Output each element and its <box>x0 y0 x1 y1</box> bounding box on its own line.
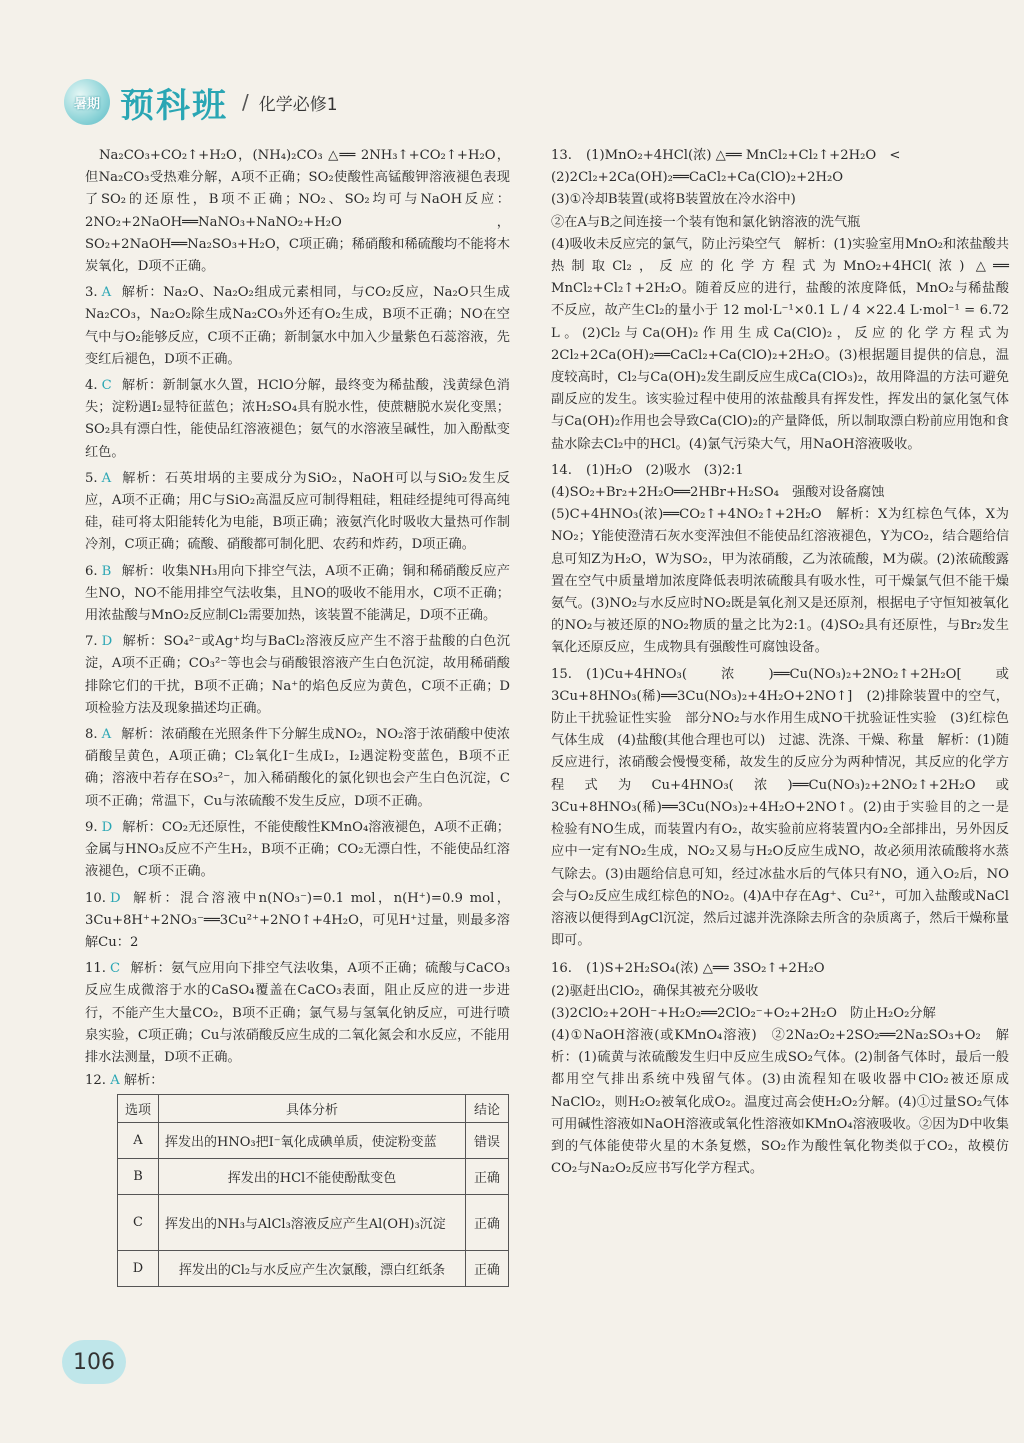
answer-item <box>551 664 1009 953</box>
answer-item <box>85 817 510 884</box>
item-answer: A <box>101 285 112 301</box>
item-text: 解析：CO₂无还原性，不能使酸性KMnO₄溶液褪色，A项不正确；金属与HNO₃反应不产生H₂，B项不正确；CO₂无漂白性，不能使品红溶液褪色，C项不正确。 <box>85 819 510 880</box>
table-header-cell: 具体分析 <box>159 1095 466 1123</box>
table-row <box>118 1123 509 1159</box>
item-text: 解析： <box>123 1073 164 1088</box>
item-text: 解析：新制氯水久置，HClO分解，最终变为稀盐酸，浅黄绿色消失；淀粉遇I₂显特征蓝色；浓H₂SO₄具有脱水性，使蔗糖脱水炭化变黑；SO₂具有漂白性，能使品红溶液褪色；氨气的水溶液呈碱性，加入酚酞变红色。 <box>85 378 510 460</box>
table-header-cell: 结论 <box>466 1095 509 1123</box>
item-number: 10. <box>85 890 106 906</box>
answer-item-12 <box>85 1069 163 1088</box>
table-row <box>118 1159 509 1195</box>
answer-item <box>551 958 1009 1180</box>
item-answer: A <box>101 470 112 486</box>
table-cell: 挥发出的Cl₂与水反应产生次氯酸，漂白红纸条 <box>159 1251 466 1287</box>
item-text: 解析：Na₂O、Na₂O₂组成元素相同，与CO₂反应，Na₂O只生成Na₂CO₃，Na₂O₂除生成Na₂CO₃外还有O₂生成，B项不正确；NO在空气中与O₂能够反应，C项不正确；新制氯水中加入少量紫色石蕊溶液，先变红后褪色，D项不正确。 <box>85 285 510 367</box>
answer-item <box>85 631 510 720</box>
item-text: 解析：浓硝酸在光照条件下分解生成NO₂，NO₂溶于浓硝酸中使浓硝酸呈黄色，A项正确；Cl₂氧化I⁻生成I₂，I₂遇淀粉变蓝色，B项不正确；溶液中若存在SO₃²⁻，加入稀硝酸化的氯化钡也会产生白色沉淀，C项不正确；常温下，Cu与浓硫酸不发生反应，D项不正确。 <box>85 727 510 809</box>
answer-item <box>551 460 1009 660</box>
item-answer: D <box>101 819 113 835</box>
analysis-table <box>117 1094 509 1287</box>
item-text: Na₂CO₃+CO₂↑+H₂O，(NH₄)₂CO₃ △══ 2NH₃↑+CO₂↑+H₂O，但Na₂CO₃受热难分解，A项不正确；SO₂使酸性高锰酸钾溶液褪色表现了SO₂的还原性，B项不正确；NO₂、SO₂均可与NaOH反应：2NO₂+2NaOH══NaNO₃+NaNO₂+H₂O，SO₂+2NaOH══Na₂SO₃+H₂O，C项正确；稀硝酸和稀硫酸均不能将木炭氧化，D项不正确。 <box>85 148 510 275</box>
item-answer: A <box>101 727 112 743</box>
answer-item <box>85 145 510 278</box>
header-separator: / <box>242 90 249 114</box>
table-cell: D <box>118 1251 159 1287</box>
table-row <box>118 1195 509 1251</box>
table-header-row <box>118 1095 509 1123</box>
item-text: (1)S+2H₂SO₄(浓) △══ 3SO₂↑+2H₂O (2)驱赶出ClO₂，确保其被充分吸收 (3)2ClO₂+2OH⁻+H₂O₂══2ClO₂⁻+O₂+2H₂O 防止H₂O₂分解 (4)①NaOH溶液(或KMnO₄溶液) ②2Na₂O₂+2SO₂══2Na₂SO₃+O₂ 解析：(1)硫黄与浓硫酸发生归中反应生成SO₂气体。(2)制备气体时，最后一般都用空气排出系统中残留气体。(3)由流程知在吸收器中ClO₂被还原成NaClO₂，则H₂O₂被氧化成O₂。温度过高会使H₂O₂分解。(4)①过量SO₂气体可用碱性溶液如NaOH溶液或氧化性溶液如KMnO₄溶液吸收。②因为D中收集到的气体能使带火星的木条复燃，SO₂作为酸性氧化物类似于CO₂，故模仿CO₂与Na₂O₂反应书写化学方程式。 <box>551 961 1009 1177</box>
table-header-cell: 选项 <box>118 1095 159 1123</box>
item-number: 13. <box>551 148 572 163</box>
table-row <box>118 1251 509 1287</box>
item-text: 解析：氨气应用向下排空气法收集，A项不正确；硫酸与CaCO₃反应生成微溶于水的CaSO₄覆盖在CaCO₃表面，阻止反应的进一步进行，不能产生大量CO₂，B项不正确；氯气易与氢氧化钠反应，可进行喷泉实验，C项正确；Cu与浓硝酸反应生成的二氧化氮会和水反应，不能用排水法测量，D项不正确。 <box>85 961 510 1065</box>
item-number: 14. <box>551 462 572 478</box>
item-number: 6. <box>85 563 98 579</box>
item-number: 4. <box>85 378 98 394</box>
item-answer: C <box>101 378 112 394</box>
item-text: 解析：收集NH₃用向下排空气法，A项不正确；铜和稀硝酸反应产生NO，NO不能用排空气法收集，且NO的吸收不能用水，C项不正确；用浓盐酸与MnO₂反应制Cl₂需要加热，该装置不能满足，D项不正确。 <box>85 563 510 624</box>
table-cell: 正确 <box>466 1159 509 1195</box>
item-answer: D <box>101 634 113 650</box>
answer-item <box>85 724 510 813</box>
table-cell: C <box>118 1195 159 1251</box>
item-number: 15. <box>551 666 572 682</box>
answer-item <box>551 145 1009 456</box>
item-text: (1)H₂O (2)吸水 (3)2:1 (4)SO₂+Br₂+2H₂O══2HBr+H₂SO₄ 强酸对设备腐蚀 (5)C+4HNO₃(浓)══CO₂↑+4NO₂↑+2H₂O 解析：X为红棕色气体，X为NO₂；Y能使澄清石灰水变浑浊但不能使品红溶液褪色，Y为CO₂，结合题给信息可知Z为H₂O，W为SO₂，甲为浓硝酸，乙为浓硫酸，M为碳。(2)浓硫酸露置在空气中质量增加浓度降低表明浓硫酸具有吸水性，可干燥氯气但不能干燥氨气。(3)NO₂与水反应时NO₂既是氧化剂又是还原剂，根据电子守恒知被氧化的NO₂与被还原的NO₂物质的量之比为2:1。(4)SO₂具有还原性，与Br₂发生氧化还原反应，生成物具有强酸性可腐蚀设备。 <box>551 462 1009 656</box>
table-cell: 挥发出的HCl不能使酚酞变色 <box>159 1159 466 1195</box>
item-text: (1)Cu+4HNO₃(浓)══Cu(NO₃)₂+2NO₂↑+2H₂O[或3Cu+8HNO₃(稀)══3Cu(NO₃)₂+4H₂O+2NO↑] (2)排除装置中的空气，防止干扰验证性实验 部分NO₂与水作用生成NO干扰验证性实验 (3)红棕色气体生成 (4)盐酸(其他合理也可以) 过滤、洗涤、干燥、称量 解析：(1)随反应进行，浓硝酸会慢慢变稀，故发生的反应分为两种情况，其反应的化学方程式为Cu+4HNO₃(浓)══Cu(NO₃)₂+2NO₂↑+2H₂O或3Cu+8HNO₃(稀)══3Cu(NO₃)₂+4H₂O+2NO↑。(2)由于实验目的之一是检验有NO生成，而装置内有O₂，故实验前应将装置内O₂全部排出，另外因反应中一定有NO₂生成，NO₂又易与H₂O反应生成NO，故必须用浓硫酸将水蒸气除去。(3)由题给信息可知，经过冰盐水后的气体只有NO，通入O₂后，NO会与O₂反应生成红棕色的NO₂。(4)A中存在Ag⁺、Cu²⁺，可加入盐酸或NaCl溶液以便得到AgCl沉淀，然后过滤并洗涤除去所含的杂质离子，然后干燥称量即可。 <box>551 666 1009 949</box>
table-cell: 正确 <box>466 1195 509 1251</box>
logo-badge <box>64 79 110 125</box>
item-answer: A <box>110 1073 120 1088</box>
answer-item <box>85 958 510 1069</box>
item-number: 9. <box>85 819 98 835</box>
left-column <box>85 145 510 1069</box>
table-cell: B <box>118 1159 159 1195</box>
item-number: 16. <box>551 961 572 977</box>
item-text: (1)MnO₂+4HCl(浓) △══ MnCl₂+Cl₂↑+2H₂O < (2)2Cl₂+2Ca(OH)₂══CaCl₂+Ca(ClO)₂+2H₂O (3)①冷却B装置(或将B装置放在冷水浴中) ②在A与B之间连接一个装有饱和氯化钠溶液的洗气瓶 (4)吸收未反应完的氯气，防止污染空气 解析：(1)实验室用MnO₂和浓盐酸共热制取Cl₂，反应的化学方程式为MnO₂+4HCl(浓) △══ MnCl₂+Cl₂↑+2H₂O。随着反应的进行，盐酸的浓度降低，MnO₂与稀盐酸不反应，故产生Cl₂的量小于 12 mol·L⁻¹×0.1 L / 4 ×22.4 L·mol⁻¹ = 6.72 L。(2)Cl₂与Ca(OH)₂作用生成Ca(ClO)₂，反应的化学方程式为2Cl₂+2Ca(OH)₂══CaCl₂+Ca(ClO)₂+2H₂O。(3)根据题目提供的信息，温度较高时，Cl₂与Ca(OH)₂发生副反应生成Ca(ClO₃)₂，故用降温的方法可避免副反应的发生。该实验过程中使用的浓盐酸具有挥发性，挥发出的氯化氢气体与Ca(OH)₂作用也会导致Ca(ClO)₂的产量降低，所以制取漂白粉前应用饱和食盐水除去Cl₂中的HCl。(4)氯气污染大气，用NaOH溶液吸收。 <box>551 148 1009 452</box>
table-cell: 挥发出的HNO₃把I⁻氧化成碘单质，使淀粉变蓝 <box>159 1123 466 1159</box>
item-answer: D <box>109 890 121 906</box>
logo-title: 预科班 <box>120 85 228 126</box>
item-answer: C <box>109 961 121 977</box>
answer-item <box>85 468 510 557</box>
item-number: 5. <box>85 470 98 486</box>
item-number: 12. <box>85 1073 106 1088</box>
item-number: 8. <box>85 727 98 743</box>
item-number: 11. <box>85 961 106 977</box>
subject-label: 化学必修1 <box>258 94 338 115</box>
table-cell: A <box>118 1123 159 1159</box>
page-header <box>64 78 338 126</box>
item-text: 解析：SO₄²⁻或Ag⁺均与BaCl₂溶液反应产生不溶于盐酸的白色沉淀，A项不正确；CO₃²⁻等也会与硝酸银溶液产生白色沉淀，故用稀硝酸排除它们的干扰，B项不正确；Na⁺的焰色反应为黄色，C项不正确；D项检验方法及现象描述均正确。 <box>85 634 510 716</box>
answer-item <box>85 375 510 464</box>
answer-item <box>85 282 510 371</box>
item-text: 解析：石英坩埚的主要成分为SiO₂，NaOH可以与SiO₂发生反应，A项不正确；用C与SiO₂高温反应可制得粗硅，粗硅经提纯可得高纯硅，硅可将太阳能转化为电能，B项正确；液氨汽化时吸收大量热可作制冷剂，C项正确；硫酸、硝酸都可制化肥、农药和炸药，D项正确。 <box>85 470 510 553</box>
item-answer: B <box>101 563 112 579</box>
right-column <box>551 145 1009 1180</box>
item-number: 3. <box>85 285 98 301</box>
logo-badge-text: 暑期 <box>73 96 100 112</box>
answer-item <box>85 888 510 955</box>
item-number: 7. <box>85 634 98 650</box>
page-number: 106 <box>62 1340 126 1384</box>
table-cell: 正确 <box>466 1251 509 1287</box>
table-cell: 错误 <box>466 1123 509 1159</box>
answer-item <box>85 561 510 628</box>
item-text: 解析：混合溶液中n(NO₃⁻)=0.1 mol，n(H⁺)=0.9 mol，3Cu+8H⁺+2NO₃⁻══3Cu²⁺+2NO↑+4H₂O，可见H⁺过量，则最多溶解Cu：2 <box>85 890 510 950</box>
table-cell: 挥发出的NH₃与AlCl₃溶液反应产生Al(OH)₃沉淀 <box>159 1195 466 1251</box>
